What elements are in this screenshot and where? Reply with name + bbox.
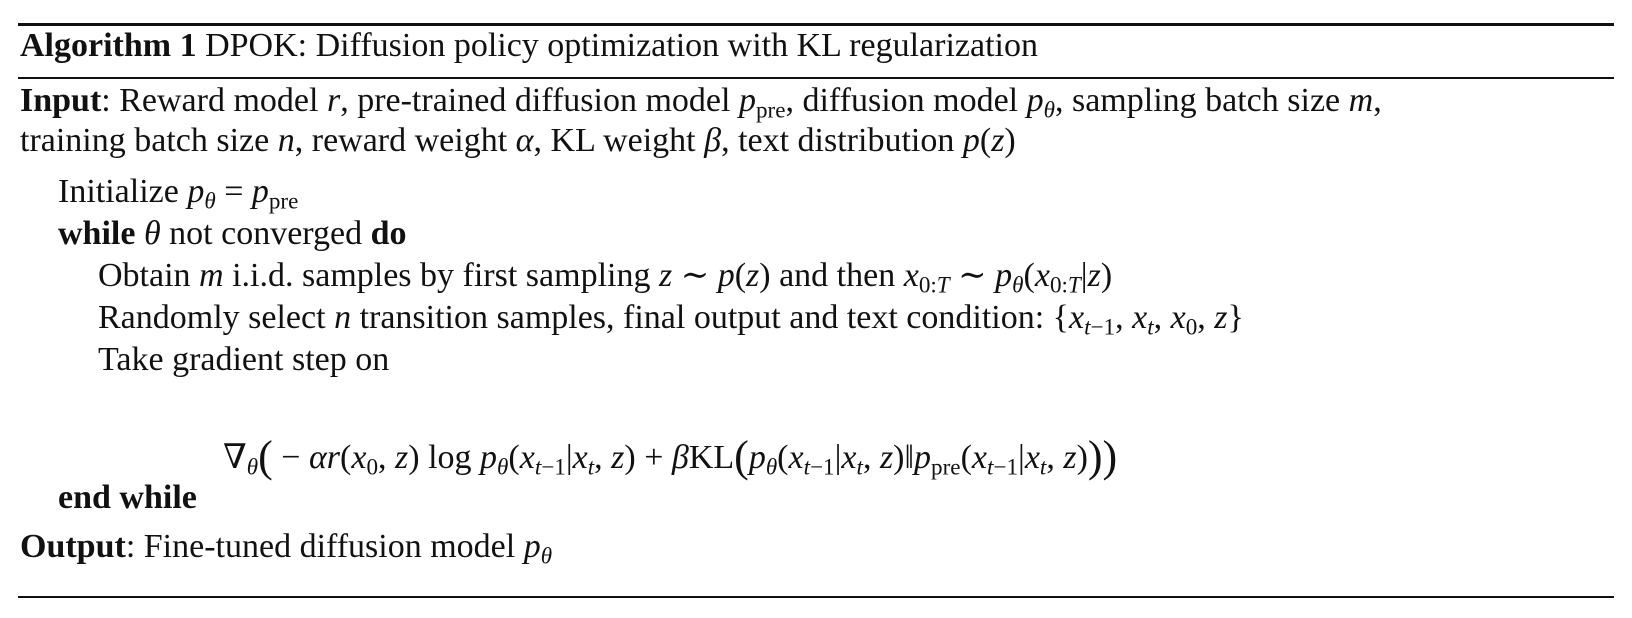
- step-initialize: Initialize $p_\theta = p_{pre}$: [58, 173, 299, 215]
- algorithm-title: DPOK: Diffusion policy optimization with KL regularization: [205, 27, 1038, 64]
- caption-rule: [18, 77, 1614, 79]
- algorithm-caption: [20, 26, 1038, 66]
- gradient-text: Take gradient step on: [98, 341, 390, 378]
- step-gradient: [98, 340, 389, 380]
- do-keyword: do: [370, 215, 407, 252]
- end-while-keyword: end while: [58, 479, 197, 516]
- step-select: Randomly select n transition samples, final output and text condition: {$x_{t-1}$, $x_t$, $x_0$, z}: [98, 299, 1244, 341]
- while-keyword: while: [58, 215, 136, 252]
- step-end-while: [58, 478, 197, 518]
- input-line-2: training batch size n, reward weight α, KL weight β, text distribution p(z): [20, 122, 1016, 159]
- step-obtain: Obtain m i.i.d. samples by first sampling z ∼ p(z) and then $x_{0:T}$ ∼ $p_\theta(x_{0:T}|z)$: [98, 257, 1113, 299]
- gradient-formula: $\nabla_\theta( - \alpha r(x_0$, z) $\log p_\theta(x_{t-1}|x_t$, $z) + \beta KL(p_\theta(x_{t-1}|x_t$, $z)‖p_{pre}(x_{t-1}|x_t$, z))): [223, 432, 1118, 481]
- output-line: Output: Fine-tuned diffusion model $p_\theta$: [20, 528, 553, 570]
- output-label: Output: [20, 528, 126, 565]
- step-while: while θ not converged do: [58, 215, 407, 252]
- algorithm-label: Algorithm 1: [20, 27, 197, 64]
- input-label: Input: [20, 82, 102, 119]
- bottom-rule: [18, 596, 1614, 598]
- input-line-1: Input: Reward model r, pre-trained diffusion model $p_{pre}$, diffusion model $p_\theta$, sampling batch size m,: [20, 82, 1382, 124]
